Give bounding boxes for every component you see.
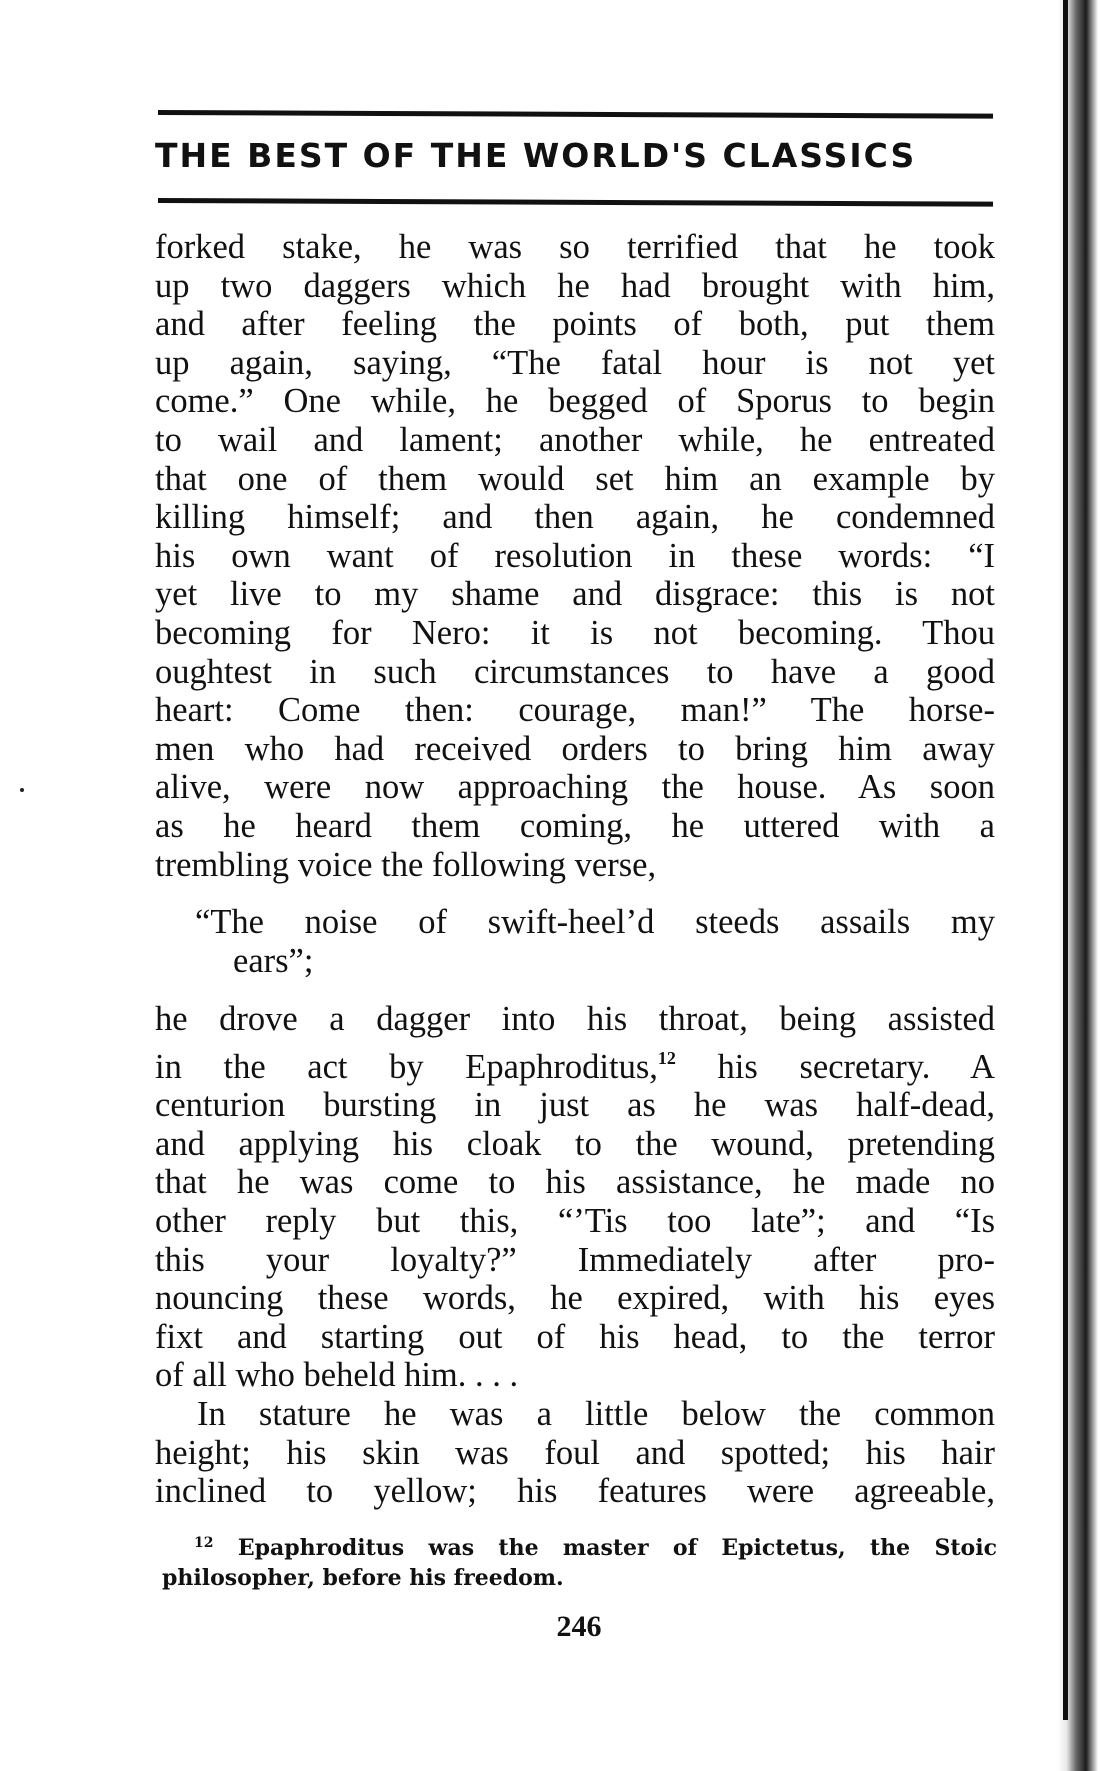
paragraph-1 [155, 228, 995, 884]
footnote-line-1 [162, 1528, 997, 1563]
text-line: up again, saying, “The fatal hour is not yet [155, 343, 995, 382]
footnote-reference: 12 [657, 1047, 676, 1068]
text-line: his own want of resolution in these words: “I [155, 536, 995, 575]
text-line: centurion bursting in just as he was half-dead, [155, 1086, 995, 1125]
text-segment: his secretary. A [675, 1047, 995, 1086]
text-line: that he was come to his assistance, he made no [155, 1163, 995, 1202]
text-line: men who had received orders to bring him away [155, 729, 995, 768]
verse-quote [195, 903, 995, 980]
text-line: In stature he was a little below the common [197, 1394, 995, 1433]
header-rule-bottom [158, 198, 993, 207]
text-line: oughtest in such circumstances to have a good [155, 652, 995, 691]
verse-line-1: “The noise of swift-heel’d steeds assails my [195, 903, 995, 941]
text-line: come.” One while, he begged of Sporus to begin [155, 382, 995, 421]
text-segment: in the act by Epaphroditus, [155, 1047, 658, 1086]
footnote-text: Epaphroditus was the master of Epictetus, the Stoic [237, 1535, 997, 1561]
text-line: trembling voice the following verse, [155, 845, 657, 884]
text-line: and after feeling the points of both, put them [155, 305, 995, 344]
running-head: THE BEST OF THE WORLD'S CLASSICS [155, 136, 917, 175]
text-line: heart: Come then: courage, man!” The horse- [155, 691, 995, 730]
text-line: and applying his cloak to the wound, pretending [155, 1124, 995, 1163]
text-line: other reply but this, “’Tis too late”; and “Is [155, 1201, 995, 1240]
text-line: of all who beheld him. . . . [155, 1356, 519, 1395]
text-line: nouncing these words, he expired, with his eyes [155, 1279, 995, 1318]
text-line: yet live to my shame and disgrace: this is not [155, 575, 995, 614]
text-line: height; his skin was foul and spotted; his hair [155, 1433, 995, 1472]
text-line-with-footnote [155, 1039, 995, 1087]
text-line: this your loyalty?” Immediately after pro- [155, 1240, 995, 1279]
spine-rule [1063, 0, 1068, 1720]
text-line: up two daggers which he had brought with him, [155, 266, 995, 305]
text-line: fixt and starting out of his head, to the terror [155, 1317, 995, 1356]
footnote-line-2: philosopher, before his freedom. [162, 1565, 564, 1591]
text-line: he drove a dagger into his throat, being assisted [155, 1000, 995, 1038]
text-line: inclined to yellow; his features were agreeable, [155, 1472, 995, 1511]
text-line: killing himself; and then again, he condemned [155, 498, 995, 537]
footnote-marker: 12 [194, 1535, 214, 1551]
text-line: forked stake, he was so terrified that he took [155, 228, 995, 266]
text-line: as he heard them coming, he uttered with a [155, 806, 995, 845]
header-rule-top [158, 110, 993, 119]
footnote [162, 1528, 997, 1593]
text-line: that one of them would set him an example by [155, 459, 995, 498]
text-line: to wail and lament; another while, he entreated [155, 420, 995, 459]
verse-line-2: ears”; [233, 941, 314, 980]
page-number: 246 [556, 1610, 602, 1643]
text-line: alive, were now approaching the house. As soon [155, 768, 995, 807]
paragraph-2 [155, 1000, 995, 1511]
stray-mark [20, 788, 24, 792]
text-line: becoming for Nero: it is not becoming. Thou [155, 613, 995, 652]
